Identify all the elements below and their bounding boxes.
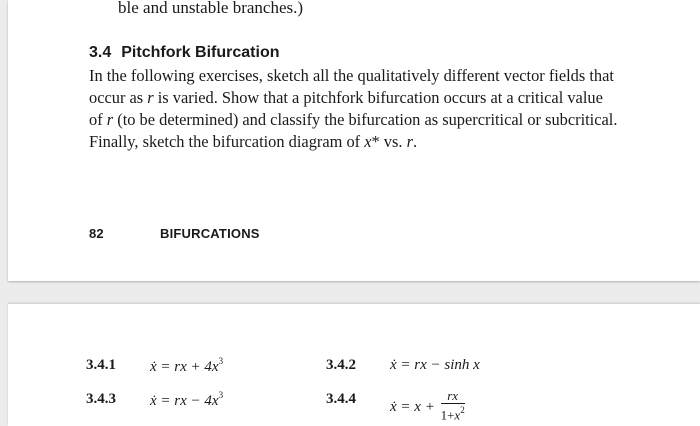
exercise-equation: ẋ = rx − sinh x <box>390 357 480 373</box>
paragraph-line: In the following exercises, sketch all the qualitatively different vector fields that <box>89 66 614 85</box>
exercise-label: 3.4.2 <box>326 357 356 373</box>
section-heading <box>89 44 279 62</box>
exercise-equation: ẋ = rx + $4x^3$ <box>150 356 224 375</box>
paragraph-line: occur as r is varied. Show that a pitchfork bifurcation occurs at a critical value <box>89 88 603 107</box>
page-number: 82 <box>89 226 104 241</box>
running-title: BIFURCATIONS <box>160 226 260 241</box>
section-number: 3.4 <box>89 44 112 61</box>
exercise-item <box>86 390 224 409</box>
exercise-item <box>86 356 224 375</box>
exercise-item <box>326 357 480 374</box>
section-title: Pitchfork Bifurcation <box>121 44 280 61</box>
paragraph-line: Finally, sketch the bifurcation diagram of x* vs. r. <box>89 132 418 151</box>
textbook-page-top <box>8 0 700 281</box>
exercise-label: 3.4.3 <box>86 391 116 407</box>
previous-text-fragment: ble and unstable branches.) <box>118 0 304 17</box>
exercise-equation: ẋ = x + $\frac{rx}{1+x^2}$ <box>390 388 465 423</box>
paragraph-line: of r (to be determined) and classify the bifurcation as supercritical or subcritical. <box>89 110 618 129</box>
exercise-equation: ẋ = rx − $4x^3$ <box>150 390 224 409</box>
textbook-page-bottom <box>8 304 700 426</box>
exercise-item <box>326 388 465 423</box>
exercise-label: 3.4.4 <box>326 391 356 407</box>
section-paragraph <box>89 65 669 153</box>
exercise-label: 3.4.1 <box>86 357 116 373</box>
